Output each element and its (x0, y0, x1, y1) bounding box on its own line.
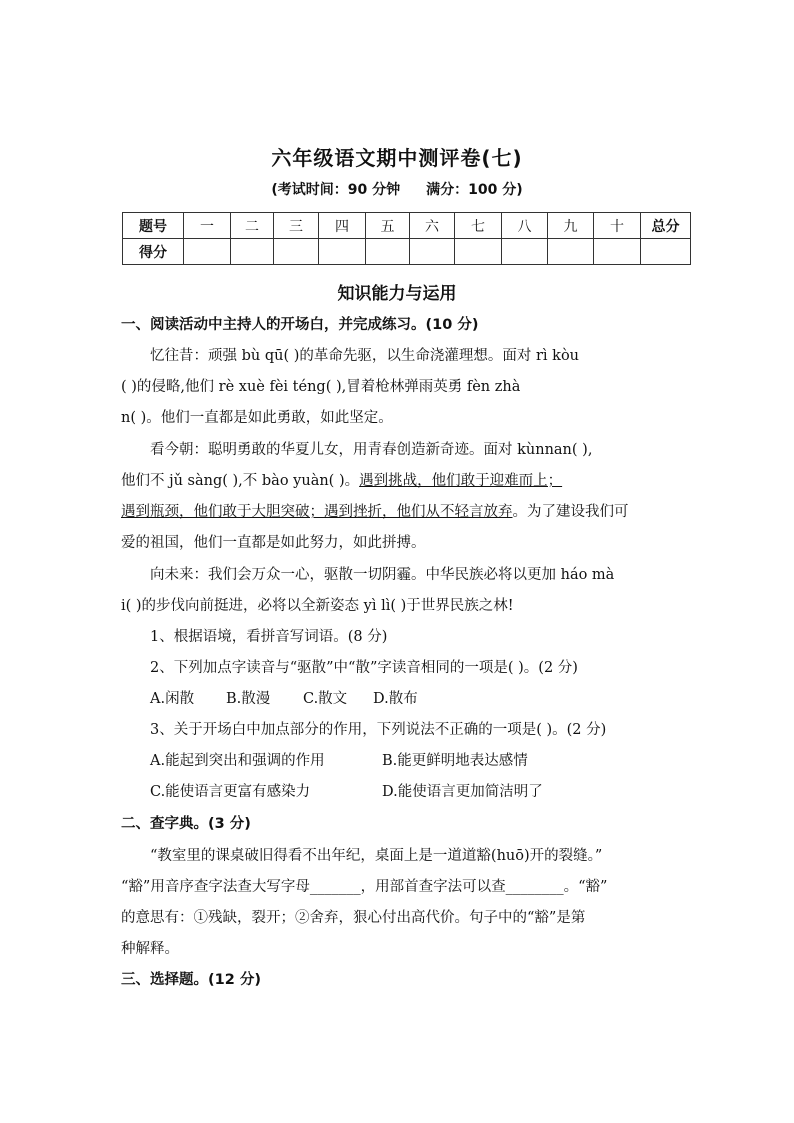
score-table-cell: 六 (410, 213, 455, 239)
subquestion-3: 3、关于开场白中加点部分的作用，下列说法不正确的一项是( )。(2 分) (150, 722, 607, 738)
exam-subtitle (0, 179, 794, 199)
score-table-cell: 五 (366, 213, 410, 239)
question-2-heading: 二、查字典。(3 分) (121, 816, 251, 832)
option-a: A.能起到突出和强调的作用 (150, 753, 325, 769)
passage-line (121, 502, 693, 522)
option-c: C.能使语言更富有感染力 (150, 784, 311, 800)
passage-text: 。为了建设我们可 (512, 504, 629, 520)
score-entry-cell[interactable] (548, 239, 594, 265)
exam-time: (考试时间：90 分钟 (271, 182, 401, 198)
passage-line: 爱的祖国，他们一直都是如此努力，如此拼搏。 (121, 535, 426, 551)
score-table-cell: 十 (594, 213, 641, 239)
score-entry-cell[interactable] (594, 239, 641, 265)
score-entry-cell[interactable] (366, 239, 410, 265)
score-entry-cell[interactable] (184, 239, 231, 265)
passage-line: 忆往昔：顽强 bù qū( )的革命先驱，以生命浇灌理想。面对 rì kòu (150, 348, 580, 364)
score-entry-cell[interactable] (502, 239, 548, 265)
score-table-cell: 总分 (641, 213, 691, 239)
passage-line: 的意思有：①残缺，裂开；②舍弃，狠心付出高代价。句子中的“豁”是第 (121, 910, 586, 926)
passage-text: 他们不 jǔ sàng( ),不 bào yuàn( )。 (121, 473, 360, 489)
question-1-heading: 一、阅读活动中主持人的开场白，并完成练习。(10 分) (121, 317, 479, 333)
passage-line: i( )的步伐向前挺进，必将以全新姿态 yì lì( )于世界民族之林! (121, 598, 514, 614)
passage-line (121, 471, 693, 491)
score-table-cell: 七 (455, 213, 502, 239)
underlined-text: 遇到挑战，他们敢于迎难而上； (359, 473, 563, 489)
score-entry-cell[interactable] (410, 239, 455, 265)
option-a: A.闲散 (150, 691, 195, 707)
passage-line: 看今朝：聪明勇敢的华夏儿女，用青春创造新奇迹。面对 kùnnan( ), (150, 442, 593, 458)
passage-line: 种解释。 (121, 941, 179, 957)
option-c: C.散文 (303, 691, 348, 707)
option-b: B.能更鲜明地表达感情 (382, 753, 528, 769)
subquestion-2: 2、下列加点字读音与“驱散”中“散”字读音相同的一项是( )。(2 分) (150, 660, 578, 676)
option-b: B.散漫 (226, 691, 271, 707)
score-entry-cell[interactable] (231, 239, 274, 265)
score-entry-cell[interactable] (641, 239, 691, 265)
score-table-header-row (123, 213, 691, 239)
score-table-cell: 九 (548, 213, 594, 239)
score-table-cell: 得分 (123, 239, 184, 265)
section-title: 知识能力与运用 (337, 284, 457, 304)
option-d: D.能使语言更加简洁明了 (382, 784, 543, 800)
score-table-cell: 八 (502, 213, 548, 239)
score-table-cell: 三 (274, 213, 319, 239)
score-table-cell: 四 (319, 213, 366, 239)
passage-line: n( )。他们一直都是如此勇敢，如此坚定。 (121, 410, 393, 426)
subquestion-2-options (150, 689, 693, 709)
score-entry-cell[interactable] (319, 239, 366, 265)
passage-line: “豁”用音序查字法查大写字母_______，用部首查字法可以查________。“豁” (121, 879, 608, 895)
score-entry-cell[interactable] (455, 239, 502, 265)
underlined-text: 遇到瓶颈，他们敢于大胆突破；遇到挫折，他们从不轻言放弃 (121, 504, 513, 520)
score-table-cell: 题号 (123, 213, 184, 239)
exam-title: 六年级语文期中测评卷(七) (271, 146, 523, 170)
score-table (122, 212, 691, 265)
score-table-cell: 一 (184, 213, 231, 239)
passage-line: ( )的侵略,他们 rè xuè fèi téng( ),冒着枪林弹雨英勇 fèn zhà (121, 379, 521, 395)
question-3-heading: 三、选择题。(12 分) (121, 972, 261, 988)
score-table-cell: 二 (231, 213, 274, 239)
score-table-score-row (123, 239, 691, 265)
subquestion-1: 1、根据语境，看拼音写词语。(8 分) (150, 629, 388, 645)
subquestion-3-options-cd (150, 782, 693, 802)
exam-full-score: 满分：100 分) (426, 182, 523, 198)
passage-line: 向未来：我们会万众一心，驱散一切阴霾。中华民族必将以更加 háo mà (150, 567, 615, 583)
option-d: D.散布 (373, 691, 418, 707)
subquestion-3-options-ab (150, 751, 693, 771)
score-entry-cell[interactable] (274, 239, 319, 265)
passage-line: “教室里的课桌破旧得看不出年纪，桌面上是一道道豁(huō)开的裂缝。” (150, 848, 603, 864)
